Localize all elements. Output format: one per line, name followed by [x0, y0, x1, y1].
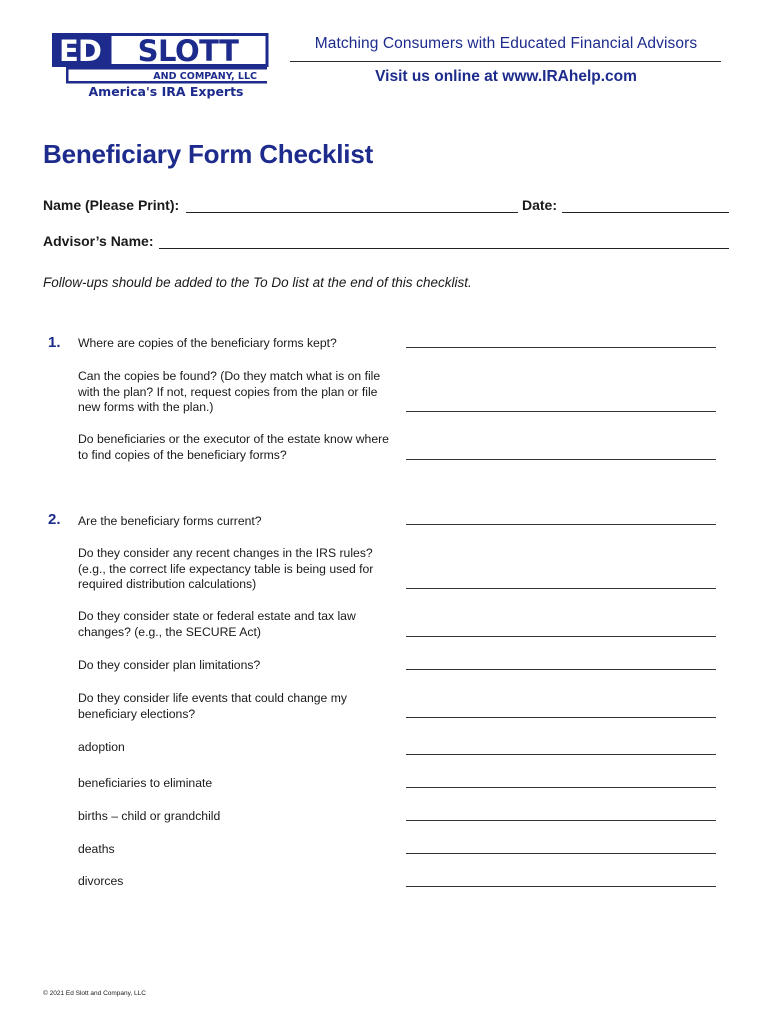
question-text: Are the beneficiary forms current? — [78, 514, 262, 528]
answer-line[interactable] — [406, 754, 716, 755]
answer-line[interactable] — [406, 717, 716, 718]
answer-line[interactable] — [406, 669, 716, 670]
advisor-field[interactable] — [159, 248, 729, 249]
answer-line[interactable] — [406, 411, 716, 412]
answer-line[interactable] — [406, 820, 716, 821]
question-text: beneficiaries to eliminate — [78, 776, 213, 790]
answer-line[interactable] — [406, 588, 716, 589]
question-text: Do beneficiaries or the executor of the estate know where to find copies of the beneficiary forms? — [78, 432, 389, 462]
svg-text:America's IRA Experts: America's IRA Experts — [88, 84, 244, 99]
page-title: Beneficiary Form Checklist — [43, 139, 374, 169]
question-text: deaths — [78, 842, 115, 856]
answer-line[interactable] — [406, 524, 716, 525]
question-text: Where are copies of the beneficiary forms kept? — [78, 336, 337, 350]
question-text: adoption — [78, 740, 125, 754]
website-link[interactable]: Visit us online at www.IRAhelp.com — [375, 68, 637, 85]
answer-line[interactable] — [406, 886, 716, 887]
question-text: Do they consider any recent changes in the IRS rules? (e.g., the correct life expectancy table is being used for required distribution calculations) — [78, 546, 374, 591]
ed-slott-logo — [52, 33, 270, 99]
name-field[interactable] — [186, 212, 518, 213]
answer-line[interactable] — [406, 347, 716, 348]
followup-note: Follow-ups should be added to the To Do list at the end of this checklist. — [43, 275, 472, 290]
name-label: Name (Please Print): — [43, 197, 180, 213]
copyright-footer: © 2021 Ed Slott and Company, LLC — [43, 990, 146, 997]
section-number-2: 2. — [48, 511, 61, 528]
ed-slott-logo-graphic — [52, 33, 270, 99]
answer-line[interactable] — [406, 636, 716, 637]
section-number-1: 1. — [48, 334, 61, 351]
question-text: Do they consider state or federal estate and tax law changes? (e.g., the SECURE Act) — [78, 609, 356, 639]
svg-text:ED: ED — [59, 34, 101, 68]
header-tagline: Matching Consumers with Educated Financial Advisors — [314, 35, 698, 52]
answer-line[interactable] — [406, 459, 716, 460]
svg-text:AND COMPANY, LLC: AND COMPANY, LLC — [153, 71, 257, 82]
question-text: Do they consider plan limitations? — [78, 658, 261, 672]
date-label: Date: — [522, 197, 558, 213]
answer-line[interactable] — [406, 853, 716, 854]
question-text: divorces — [78, 874, 124, 888]
svg-text:SLOTT: SLOTT — [137, 34, 239, 68]
header-divider — [290, 61, 721, 62]
question-text: Can the copies be found? (Do they match what is on file with the plan? If not, request copies from the plan or file new forms with the plan.) — [78, 369, 381, 414]
answer-line[interactable] — [406, 787, 716, 788]
question-text: births – child or grandchild — [78, 809, 221, 823]
advisor-label: Advisor’s Name: — [43, 233, 154, 249]
date-field[interactable] — [562, 212, 729, 213]
question-text: Do they consider life events that could change my beneficiary elections? — [78, 691, 347, 721]
